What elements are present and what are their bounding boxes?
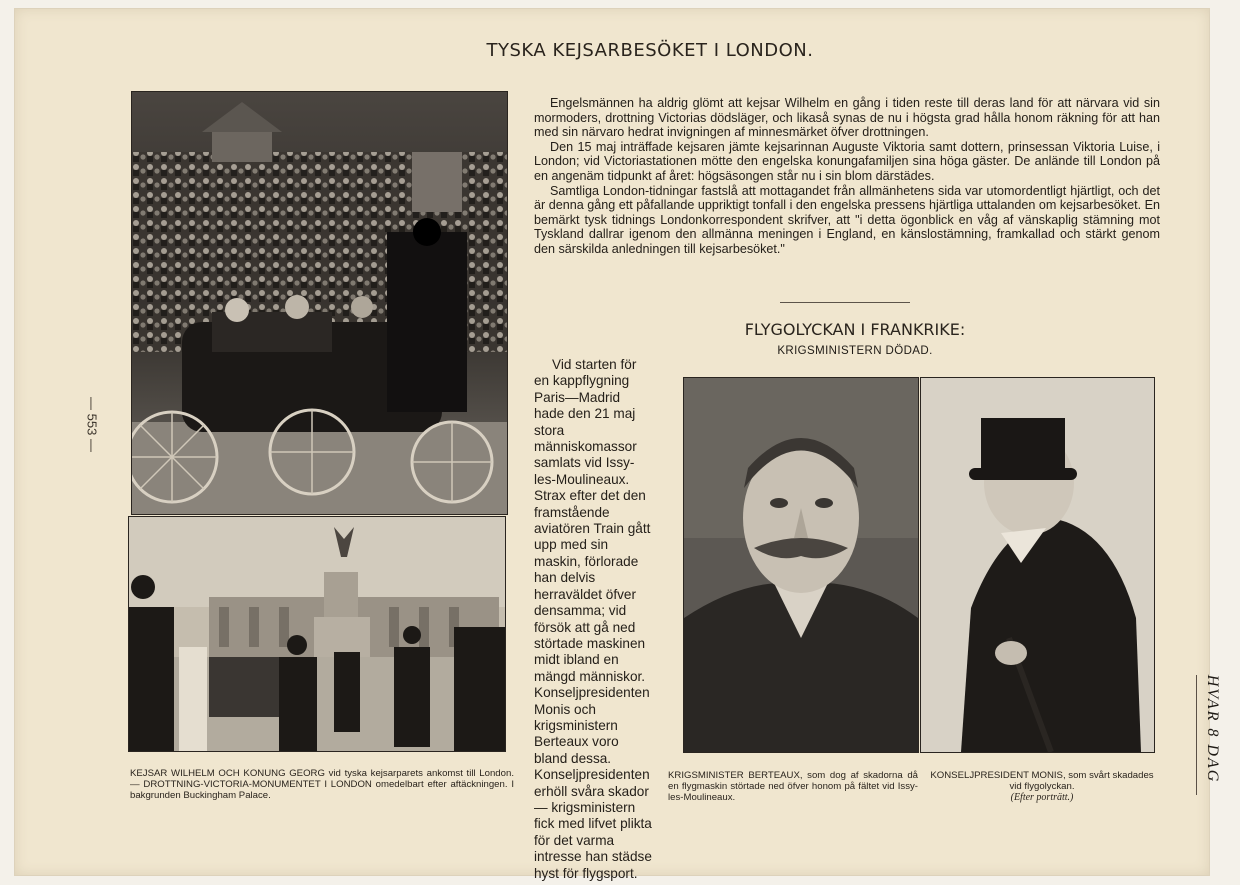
article-kaiser-visit <box>534 96 1160 257</box>
victoria-monument-photo <box>128 516 506 752</box>
section-subheading: KRIGSMINISTERN DÖDAD. <box>777 345 933 357</box>
monis-portrait-photo <box>920 377 1155 753</box>
article-paragraph: Samtliga London-tidningar fastslå att mottagandet från allmänhetens sida var utomordentligt hjärtligt, och det är denna gång ett påfallande uppriktigt tonfall i den engelska pressens hjärtliga uttalanden om kejsarbesöket. En bemärkt tysk tidnings Londonkorrespondent skrifver, att "i detta ögonblick en våg af vänskaplig stämning mot Tyskland dallrar igenom den allmänna meningen i England, en känslostämning, framkallad och stärkt genom den särskilda anledningen till kejsarbesöket." <box>534 183 1160 256</box>
section-heading: FLYGOLYCKAN I FRANKRIKE: <box>744 320 966 339</box>
berteaux-portrait-photo <box>683 377 919 753</box>
article-paragraph: Engelsmännen ha aldrig glömt att kejsar Wilhelm en gång i tiden reste till deras land för att närvara vid sin mormoders, drottning Victorias dödsläger, och likaså synas de nu i högsta grad hålla honom räkning för att han med sin närvaro hedrat invigningen af minnesmärket öfver drottningen. <box>534 96 1160 140</box>
section-divider <box>780 302 910 303</box>
photo-caption-left: KEJSAR WILHELM OCH KONUNG GEORG vid tyska kejsarparets ankomst till London. — DROTTNING-VICTORIA-MONUMENTET I LONDON omedelbart efter aftäckningen. I bakgrunden Buckingham Palace. <box>130 768 514 802</box>
article-air-accident <box>534 357 654 882</box>
photo-credit: (Efter porträtt.) <box>1010 792 1074 804</box>
page-title: TYSKA KEJSARBESÖKET I LONDON. <box>486 40 814 61</box>
photo-caption-berteaux: KRIGSMINISTER BERTEAUX, som dog af skadorna då en flygmaskin störtade ned öfver honom på fältet vid Issy-les-Moulineaux. <box>668 770 918 804</box>
carriage-procession-photo <box>131 91 508 515</box>
photo-caption-monis: KONSELJPRESIDENT MONIS, som svårt skadades vid flygolyckan. (Efter porträtt.) <box>926 770 1158 804</box>
article-paragraph: Den 15 maj inträffade kejsaren jämte kejsarinnan Auguste Viktoria samt dottern, prinsessan Viktoria Luise, i London; vid Victoriastationen mötte den engelska konungafamiljen sina höga gäster. De anlände till London på en angenäm tidpunkt af året: högsäsongen står nu i sin blom därstädes. <box>534 139 1160 183</box>
page-number: — 553 — <box>84 397 100 452</box>
article-paragraph: Vid starten för en kappflygning Paris—Madrid hade den 21 maj stora människomassor samlats vid Issy-les-Moulineaux. Strax efter det den framstående aviatören Train gått upp med sin maskin, förlorade han delvis herraväldet öfver densamma; vid försök att gå ned störtade maskinen midt ibland en mängd människor. Konseljpresidenten Monis och krigsministern Berteaux voro bland dessa. Konseljpresidenten erhöll svåra skador — krigsministern fick med lifvet plikta för det varma intresse han städse hyst för flygsport. <box>534 357 652 881</box>
magazine-brand: HVAR 8 DAG <box>1196 675 1227 795</box>
